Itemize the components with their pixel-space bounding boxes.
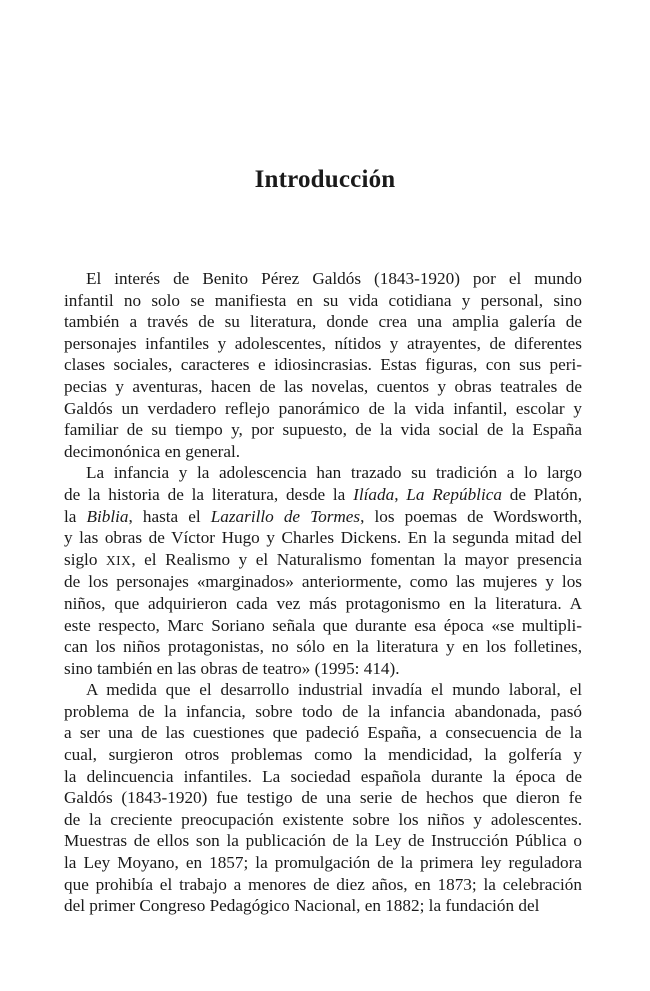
italic-title: La República	[406, 484, 502, 504]
text-segment: La infancia y la adolescencia han trazado su tradición a lo largo	[86, 463, 582, 483]
text-line	[64, 679, 582, 701]
text-line	[64, 549, 582, 572]
text-line	[64, 766, 582, 788]
text-line	[64, 398, 582, 420]
text-segment: El interés de Benito Pérez Galdós (1843-1920) por el mundo	[86, 269, 582, 288]
text-segment: la Ley Moyano, en 1857; la promulgación de la primera ley reguladora	[64, 853, 582, 873]
text-segment: siglo	[64, 549, 106, 569]
text-line	[64, 441, 582, 463]
text-line	[64, 527, 582, 549]
text-line	[64, 506, 582, 528]
text-line	[64, 722, 582, 744]
text-line	[64, 354, 582, 376]
text-line	[64, 333, 582, 355]
text-segment: problema de la infancia, sobre todo de la infancia abandonada, pasó	[64, 701, 582, 721]
text-line	[64, 874, 582, 896]
paragraph	[64, 462, 582, 679]
text-line	[64, 615, 582, 637]
italic-title: Biblia	[86, 506, 129, 526]
text-segment: del primer Congreso Pedagógico Nacional, en 1882; la fundación del	[64, 896, 540, 916]
text-line	[64, 376, 582, 398]
text-segment: a ser una de las cuestiones que padeció España, a consecuencia de la	[64, 723, 582, 743]
text-segment: clases sociales, caracteres e idiosincrasias. Estas figuras, con sus peri-	[64, 355, 582, 375]
text-segment: sino también en las obras de teatro» (1995: 414).	[64, 658, 400, 678]
text-segment: la delincuencia infantiles. La sociedad española durante la época de	[64, 766, 582, 786]
text-line	[64, 268, 582, 290]
text-segment: , el Realismo y el Naturalismo fomentan la mayor presencia	[131, 549, 582, 569]
text-line	[64, 290, 582, 312]
text-line	[64, 830, 582, 852]
text-line	[64, 484, 582, 506]
text-segment: A medida que el desarrollo industrial invadía el mundo laboral, el	[86, 680, 582, 700]
text-segment: Galdós (1843-1920) fue testigo de una serie de hechos que dieron fe	[64, 788, 582, 808]
text-segment: la	[64, 506, 87, 526]
text-line	[64, 658, 582, 680]
text-segment: infantil no solo se manifiesta en su vida cotidiana y personal, sino	[64, 290, 582, 310]
text-line	[64, 419, 582, 441]
italic-title: Ilíada	[353, 484, 395, 504]
text-line	[64, 701, 582, 723]
body-text	[64, 268, 582, 917]
text-segment: , hasta el	[128, 506, 211, 526]
text-line	[64, 895, 582, 917]
text-line	[64, 787, 582, 809]
chapter-title: Introducción	[254, 166, 396, 193]
roman-numeral: XIX	[105, 552, 132, 568]
text-segment: pecias y aventuras, hacen de las novelas, cuentos y obras teatrales de	[64, 376, 582, 396]
text-segment: Muestras de ellos son la publicación de la Ley de Instrucción Pública o	[64, 831, 582, 851]
text-line	[64, 462, 582, 484]
text-segment: cual, surgieron otros problemas como la mendicidad, la golfería y	[64, 745, 582, 765]
text-line	[64, 593, 582, 615]
text-segment: y las obras de Víctor Hugo y Charles Dickens. En la segunda mitad del	[64, 528, 582, 548]
text-line	[64, 744, 582, 766]
text-segment: , los poemas de Wordsworth,	[360, 506, 583, 526]
text-segment: familiar de su tiempo y, por supuesto, de la vida social de la España	[64, 420, 582, 440]
text-segment: can los niños protagonistas, no sólo en la literatura y en los folletines,	[64, 637, 582, 657]
text-segment: Galdós un verdadero reflejo panorámico de la vida infantil, escolar y	[64, 398, 582, 418]
text-line	[64, 809, 582, 831]
text-segment: niños, que adquirieron cada vez más protagonismo en la literatura. A	[64, 593, 582, 613]
text-segment: este respecto, Marc Soriano señala que durante esa época «se multipli-	[64, 615, 582, 635]
text-segment: ,	[394, 484, 407, 504]
text-line	[64, 852, 582, 874]
text-segment: personajes infantiles y adolescentes, nítidos y atrayentes, de diferentes	[64, 333, 582, 353]
text-segment: también a través de su literatura, donde crea una amplia galería de	[64, 312, 582, 332]
text-line	[64, 311, 582, 333]
text-segment: de la creciente preocupación existente sobre los niños y adolescentes.	[64, 809, 582, 829]
italic-title: Lazarillo de Tormes	[210, 506, 361, 526]
paragraph	[64, 679, 582, 917]
paragraph	[64, 268, 582, 462]
text-line	[64, 571, 582, 593]
text-segment: de Platón,	[501, 484, 582, 504]
text-segment: de la historia de la literatura, desde la	[64, 484, 354, 504]
text-segment: decimonónica en general.	[64, 441, 241, 461]
text-segment: que prohibía el trabajo a menores de diez años, en 1873; la celebración	[64, 874, 582, 894]
text-line	[64, 636, 582, 658]
text-segment: de los personajes «marginados» anteriormente, como las mujeres y los	[64, 572, 582, 592]
